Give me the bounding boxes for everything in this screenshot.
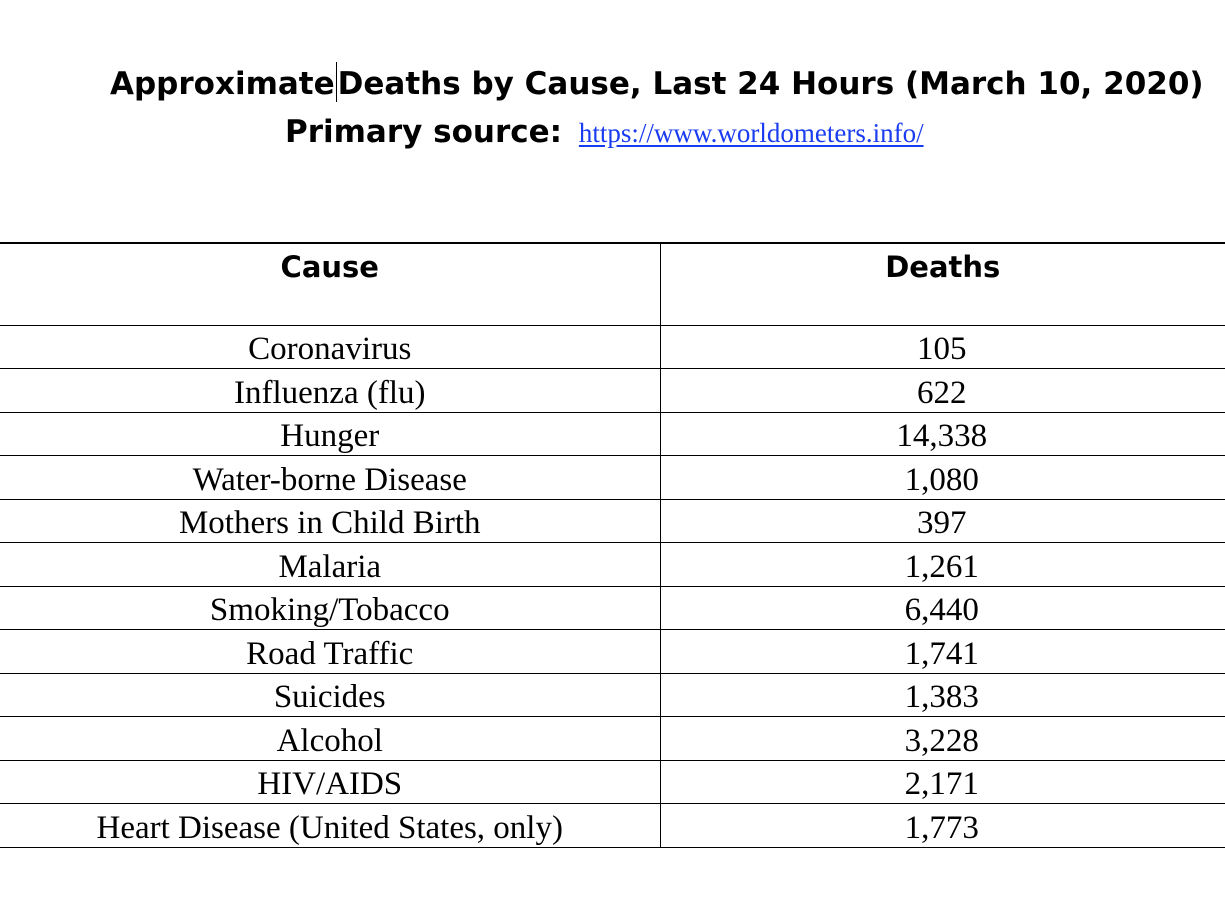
table-row xyxy=(0,543,1225,587)
table-row xyxy=(0,630,1225,674)
cause-cell: HIV/AIDS xyxy=(0,760,660,804)
cause-cell: Heart Disease (United States, only) xyxy=(0,804,660,848)
deaths-table xyxy=(0,242,1225,848)
deaths-cell: 14,338 xyxy=(660,412,1225,456)
table-row xyxy=(0,673,1225,717)
cause-cell: Influenza (flu) xyxy=(0,369,660,413)
table-row xyxy=(0,717,1225,761)
cause-cell: Water-borne Disease xyxy=(0,456,660,500)
column-header-cause: Cause xyxy=(0,243,660,325)
deaths-cell: 397 xyxy=(660,499,1225,543)
table-row xyxy=(0,456,1225,500)
deaths-cell: 1,080 xyxy=(660,456,1225,500)
table-row xyxy=(0,804,1225,848)
deaths-cell: 1,741 xyxy=(660,630,1225,674)
title-text-part-1: Approximate xyxy=(110,66,335,102)
deaths-cell: 1,383 xyxy=(660,673,1225,717)
cause-cell: Smoking/Tobacco xyxy=(0,586,660,630)
column-header-deaths: Deaths xyxy=(660,243,1225,325)
cause-cell: Hunger xyxy=(0,412,660,456)
deaths-cell: 105 xyxy=(660,325,1225,369)
table-row xyxy=(0,369,1225,413)
cause-cell: Malaria xyxy=(0,543,660,587)
deaths-cell: 1,261 xyxy=(660,543,1225,587)
deaths-cell: 3,228 xyxy=(660,717,1225,761)
source-label: Primary source: xyxy=(285,114,563,150)
text-cursor xyxy=(336,62,337,102)
table-row xyxy=(0,586,1225,630)
table-header-row xyxy=(0,243,1225,325)
deaths-cell: 1,773 xyxy=(660,804,1225,848)
document-title xyxy=(110,62,1220,106)
table-row xyxy=(0,325,1225,369)
cause-cell: Mothers in Child Birth xyxy=(0,499,660,543)
table-row xyxy=(0,760,1225,804)
cause-cell: Road Traffic xyxy=(0,630,660,674)
deaths-cell: 622 xyxy=(660,369,1225,413)
cause-cell: Suicides xyxy=(0,673,660,717)
cause-cell: Alcohol xyxy=(0,717,660,761)
deaths-cell: 6,440 xyxy=(660,586,1225,630)
deaths-cell: 2,171 xyxy=(660,760,1225,804)
table-row xyxy=(0,412,1225,456)
title-text-part-2: Deaths by Cause, Last 24 Hours (March 10, 2020) xyxy=(337,66,1204,102)
source-link[interactable]: https://www.worldometers.info/ xyxy=(578,118,924,148)
source-line xyxy=(285,110,924,155)
table-row xyxy=(0,499,1225,543)
cause-cell: Coronavirus xyxy=(0,325,660,369)
